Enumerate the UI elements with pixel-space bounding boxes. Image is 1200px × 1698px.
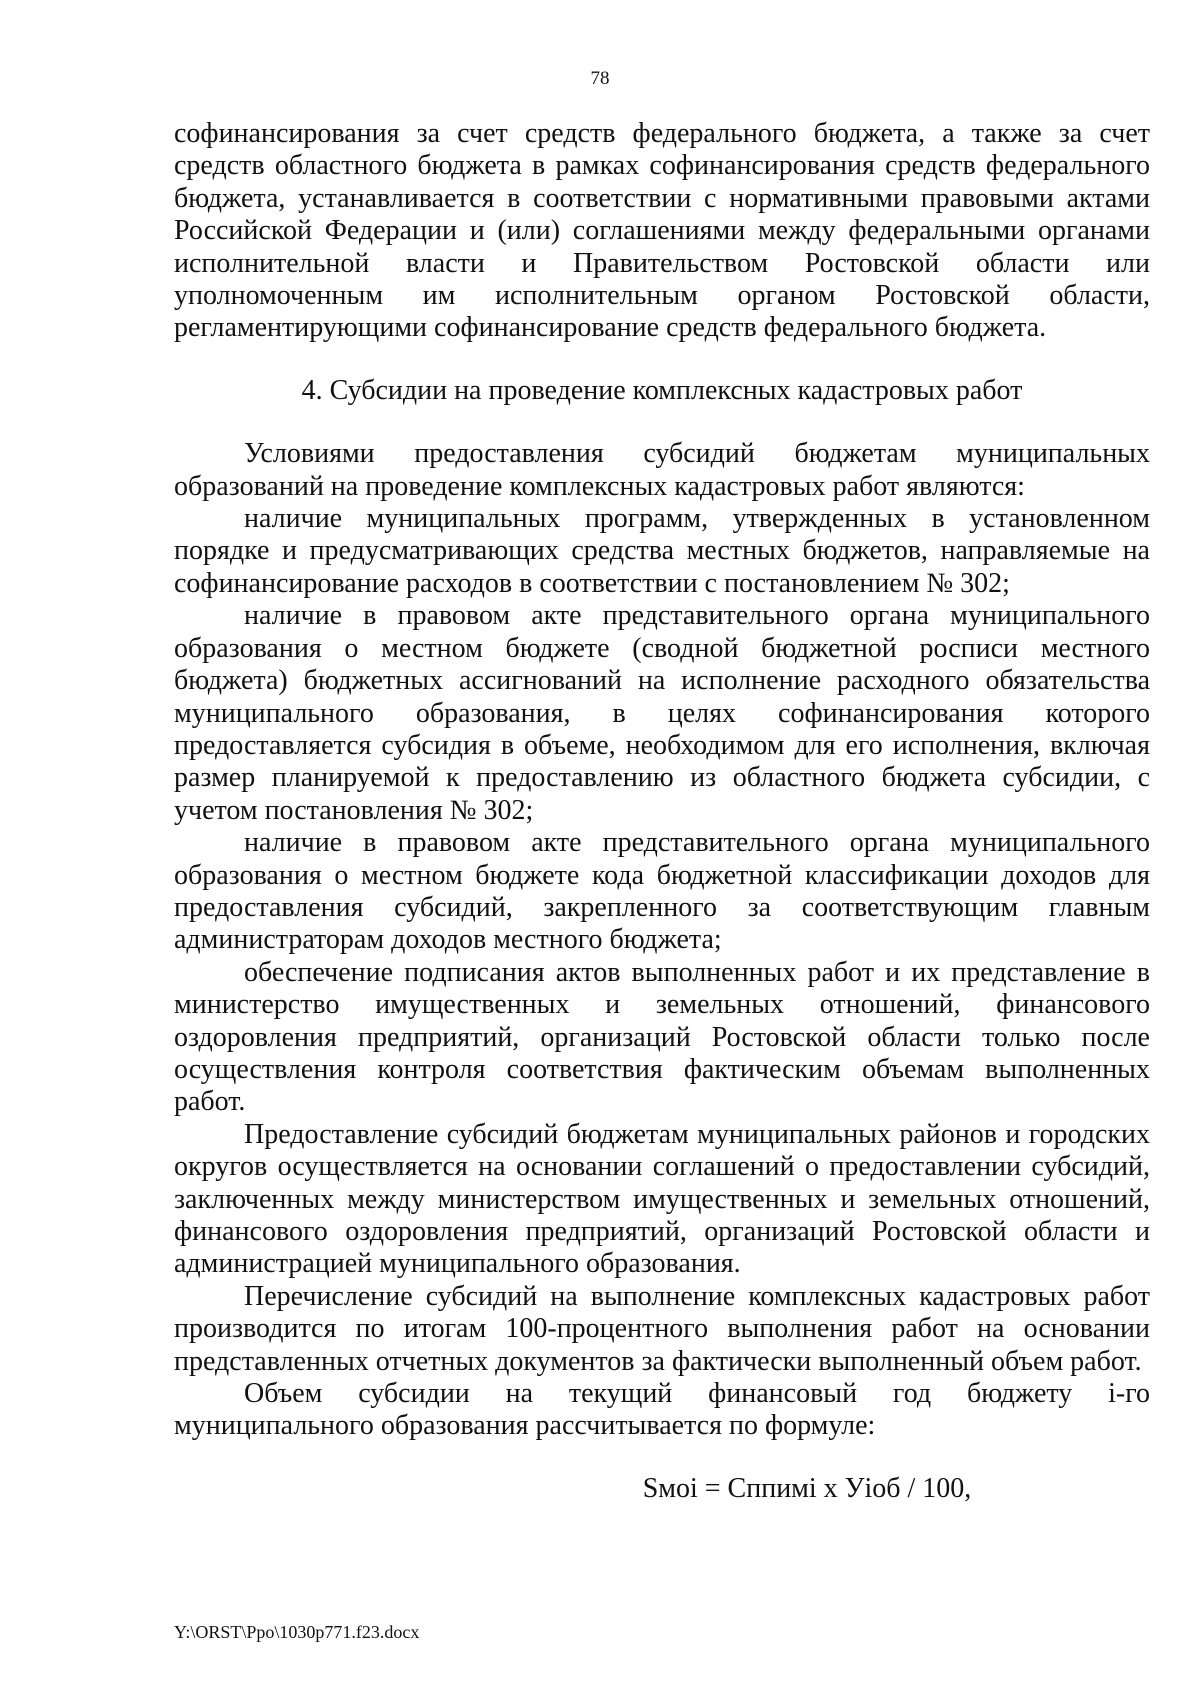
footer-file-path: Y:\ORST\Ppo\1030p771.f23.docx (174, 1622, 420, 1642)
condition-paragraph-1: наличие муниципальных программ, утвержденных в установленном порядке и предусматривающих средства местных бюджетов, направляемые на софинансирование расходов в соответствии с постановлением № 302; (174, 503, 1150, 599)
condition-paragraph-2: наличие в правовом акте представительного органа муниципального образования о местном бюджете (сводной бюджетной росписи местного бюджета) бюджетных ассигнований на исполнение расходного обязательства муниципального образования, в целях софинансирования которого предоставляется субсидия в объеме, необходимом для его исполнения, включая размер планируемой к предоставлению из областного бюджета субсидии, с учетом постановления № 302; (174, 600, 1150, 826)
document-body (174, 118, 1150, 1505)
subsidy-formula: Sмoi = Сппимі х Уioб / 100, (642, 1472, 972, 1504)
transfer-paragraph: Перечисление субсидий на выполнение комплексных кадастровых работ производится по итогам 100-процентного выполнения работ на основании представленных отчетных документов за фактически выполненный объем работ. (174, 1280, 1150, 1377)
volume-paragraph: Объем субсидии на текущий финансовый год бюджету i-го муниципального образования рассчитывается по формуле: (174, 1378, 1150, 1442)
condition-paragraph-4: обеспечение подписания актов выполненных работ и их представление в министерство имущественных и земельных отношений, финансового оздоровления предприятий, организаций Ростовской области только после осуществления контроля соответствия фактическим объемам выполненных работ. (174, 956, 1150, 1118)
conditions-lead-paragraph: Условиями предоставления субсидий бюджетам муниципальных образований на проведение комплексных кадастровых работ являются: (174, 438, 1150, 502)
section-title: 4. Субсидии на проведение комплексных кадастровых работ (301, 374, 1023, 406)
intro-paragraph: софинансирования за счет средств федерального бюджета, а также за счет средств областного бюджета в рамках софинансирования средств федерального бюджета, устанавливается в соответствии с нормативными правовыми актами Российской Федерации и (или) соглашениями между федеральными органами исполнительной власти и Правительством Ростовской области или уполномоченным им исполнительным органом Ростовской области, регламентирующими софинансирование средств федерального бюджета. (174, 118, 1150, 344)
page-number: 78 (590, 68, 610, 89)
provision-paragraph: Предоставление субсидий бюджетам муниципальных районов и городских округов осуществляется на основании соглашений о предоставлении субсидий, заключенных между министерством имущественных и земельных отношений, финансового оздоровления предприятий, организаций Ростовской области и администрацией муниципального образования. (174, 1118, 1150, 1280)
condition-paragraph-3: наличие в правовом акте представительного органа муниципального образования о местном бюджете кода бюджетной классификации доходов для предоставления субсидий, закрепленного за соответствующим главным администраторам доходов местного бюджета; (174, 827, 1150, 956)
